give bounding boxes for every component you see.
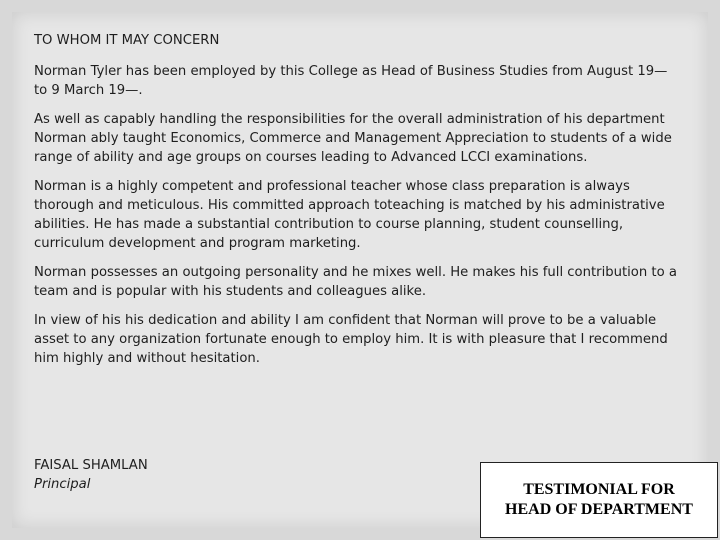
paragraph-personality: Norman possesses an outgoing personality and he mixes well. He makes his full contribution to a team and is popular with his students and colleagues alike. <box>34 265 677 299</box>
signatory-name: FAISAL SHAMLAN <box>34 458 148 473</box>
signatory-title: Principal <box>34 477 91 492</box>
letter-body <box>34 31 684 378</box>
paragraph-responsibilities: As well as capably handling the responsibilities for the overall administration of his department Norman ably taught Economics, Commerce and Management Appreciation to students of a wide range of ability and age groups on courses leading to Advanced LCCI examinations. <box>34 112 672 165</box>
caption-line-2: HEAD OF DEPARTMENT <box>505 501 693 518</box>
paragraph-recommendation: In view of his his dedication and ability I am confident that Norman will prove to be a valuable asset to any organization fortunate enough to employ him. It is with pleasure that I recommend him highly and without hesitation. <box>34 313 668 366</box>
paragraph-employment: Norman Tyler has been employed by this College as Head of Business Studies from August 19— to 9 March 19—. <box>34 64 668 98</box>
caption-line-1: TESTIMONIAL FOR <box>523 481 675 498</box>
letter-heading: TO WHOM IT MAY CONCERN <box>34 33 220 48</box>
caption-box <box>480 462 718 538</box>
paragraph-competence: Norman is a highly competent and professional teacher whose class preparation is always thorough and meticulous. His committed approach toteaching is matched by his administrative abilities. He has made a substantial contribution to course planning, student counselling, curriculum development and program marketing. <box>34 179 665 251</box>
signature-block <box>34 456 148 494</box>
